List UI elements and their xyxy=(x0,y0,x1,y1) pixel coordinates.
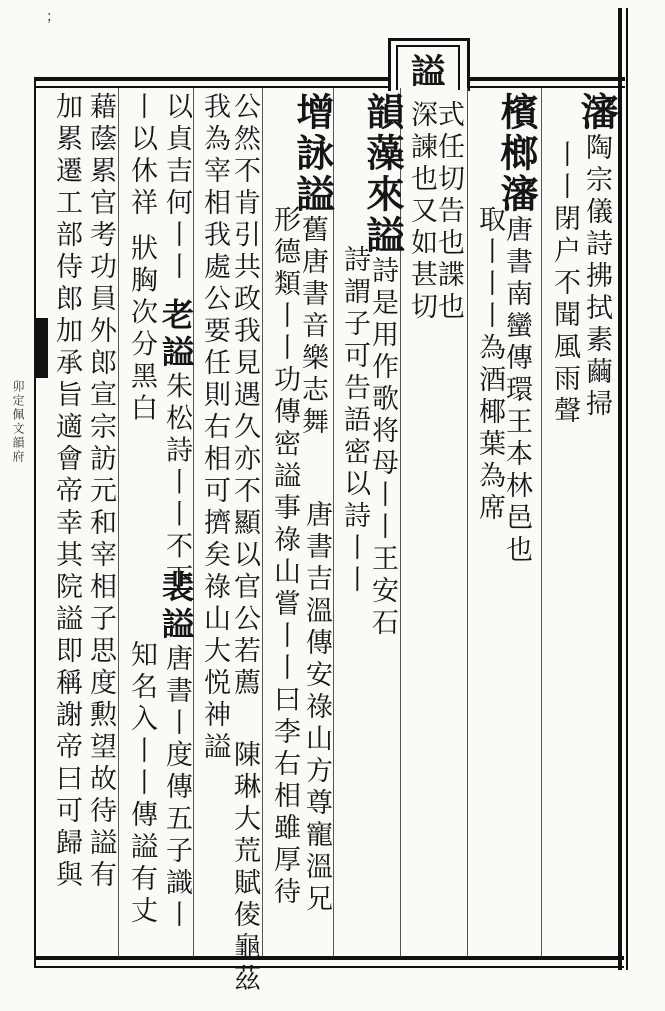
column-text: 舊唐書音樂志舞 xyxy=(297,215,328,439)
column-text: 唐書丨度傳五子識丨 xyxy=(161,644,192,932)
text-column xyxy=(157,570,195,932)
right-border-rule-thin xyxy=(626,8,628,970)
column-text: 知名入丨丨傳謚有丈 xyxy=(126,640,157,928)
column-text: 藉蔭累官考功員外郎宣宗訪元和宰相子思度勲望故待謚有 xyxy=(85,92,116,892)
column-separator xyxy=(467,88,468,956)
top-border-rule-right xyxy=(462,77,625,81)
headword: 韻藻來謚 xyxy=(360,92,405,256)
text-column xyxy=(125,92,157,426)
headword: 瀋 xyxy=(574,92,619,133)
text-column xyxy=(360,92,405,640)
text-column xyxy=(228,92,260,700)
bottom-border-rule xyxy=(34,956,624,960)
bottom-border-rule-thin xyxy=(34,966,624,968)
column-text: 我為宰相我處公要任則右相可擠矣祿山大悦神謚 xyxy=(199,92,230,764)
text-column xyxy=(473,205,505,525)
column-text: 式任切告也諜也 xyxy=(433,100,464,324)
headword: 老謚 xyxy=(157,297,195,372)
column-text: 加累遷工部侍郎加承旨適會帝幸其院謚即稱謝帝曰可歸與 xyxy=(51,92,82,892)
column-separator xyxy=(118,88,119,956)
column-separator xyxy=(541,88,542,956)
text-column xyxy=(268,205,300,909)
text-column xyxy=(300,500,332,916)
headword: 增詠謚 xyxy=(290,92,335,215)
column-text: 唐書吉溫傳安祿山方尊寵溫兄 xyxy=(301,500,332,916)
column-text: 丨以休祥 xyxy=(126,92,157,220)
top-border-rule-right-thin xyxy=(462,86,625,88)
left-border-rule xyxy=(34,77,36,968)
text-column xyxy=(290,92,335,439)
column-text: 形德類丨丨功傳密謚事祿山嘗丨丨曰李右相雖厚待 xyxy=(269,205,300,909)
text-column xyxy=(50,92,82,892)
column-text: 詩是用作歌将母丨丨王安石 xyxy=(367,256,398,640)
text-column xyxy=(157,92,195,596)
column-separator xyxy=(333,88,334,956)
headword: 檳榔瀋 xyxy=(494,92,539,215)
column-text: 陳琳大荒賦倰龜茲 xyxy=(229,740,260,996)
column-separator xyxy=(262,88,263,956)
column-separator xyxy=(193,88,194,956)
column-text: 公然不肯引共政我見遇久亦不顯以官公若薦 xyxy=(229,92,260,700)
text-column xyxy=(228,740,260,996)
headword: 裴謚 xyxy=(157,570,195,644)
text-column xyxy=(198,92,230,764)
text-column xyxy=(84,92,116,892)
column-text: 狀胸次分黑白 xyxy=(126,233,157,426)
text-column xyxy=(548,140,580,428)
column-text: 朱松詩丨丨不下 xyxy=(161,371,192,596)
margin-text: 卯定佩文韻府 xyxy=(11,380,25,464)
text-column xyxy=(574,92,619,421)
column-text: 以貞吉何丨丨 xyxy=(161,92,192,284)
top-border-rule-thin xyxy=(34,86,414,88)
right-border-rule xyxy=(618,8,622,970)
corner-mark: ； xyxy=(46,9,60,25)
column-text: 取丨丨丨為酒椰葉為席 xyxy=(474,205,505,525)
column-text: 詩謂子可告語密以詩丨丨 xyxy=(339,245,370,597)
header-title: 謚 xyxy=(396,45,460,90)
text-column xyxy=(125,640,157,928)
column-text: 丨丨閉户不聞風雨聲 xyxy=(549,140,580,428)
column-text: 唐書南蠻傳環王本林邑也 xyxy=(501,215,532,567)
margin-tab xyxy=(36,318,48,378)
text-column xyxy=(338,245,370,597)
top-border-rule xyxy=(34,77,414,81)
column-text: 陶宗儀詩拂拭素繭掃 xyxy=(581,133,612,421)
text-column xyxy=(405,100,437,324)
column-text: 深諫也又如甚切 xyxy=(406,100,437,324)
